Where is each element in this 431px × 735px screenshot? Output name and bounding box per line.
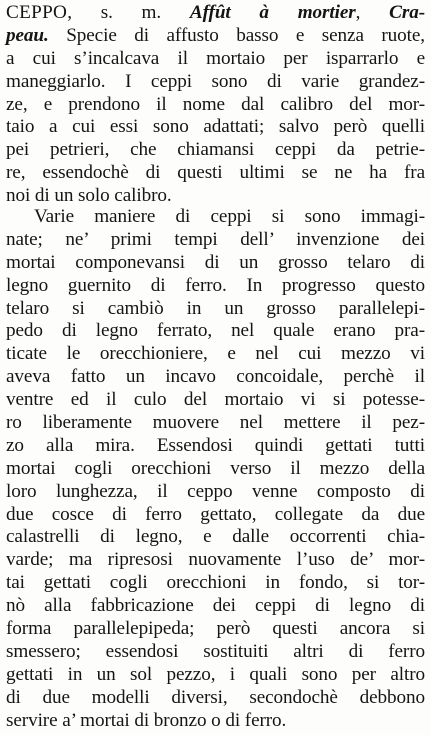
text-line: mortai componevansi di un grosso telaro di (6, 251, 425, 273)
text-line: forma parallelepipeda; però questi ancora si (6, 618, 425, 640)
text-line: pedo di legno ferrato, nel quale erano pra- (6, 320, 425, 342)
text-line: nate; ne’ primi tempi dell’ invenzione dei (6, 228, 425, 250)
text-line: re, essendochè di questi ultimi se ne ha fra (6, 162, 425, 184)
text-line: smessero; essendosi sostituiti altri di ferro (6, 640, 425, 662)
text-line: gettati in un sol pezzo, i quali sono per altro (6, 663, 425, 685)
text-line: varde; ma ripresosi nuovamente l’uso de’ mor- (6, 549, 425, 571)
text-line: zo alla mira. Essendosi quindi gettati tutti (6, 434, 425, 456)
text-line: Varie maniere di ceppi si sono immagi- (34, 206, 425, 227)
text-line: noi di un solo calibro. (6, 185, 172, 207)
text-line: pei petrieri, che chiamansi ceppi da petrie- (6, 139, 425, 161)
entry-first-line (6, 2, 425, 25)
text-line: ventre ed il culo del mortaio vi si potesse- (6, 389, 425, 411)
entry-french-term-1: Affût à mortier (189, 2, 356, 23)
entry-separator: , (355, 2, 390, 23)
text-line: legno guernito di ferro. In progresso questo (6, 274, 425, 296)
text-line: aveva fatto un incavo concoidale, perchè il (6, 366, 425, 388)
text-line: servire a’ mortai di bronzo o di ferro. (6, 709, 287, 731)
text-line: tai gettati cogli orecchioni in fondo, si tor- (6, 572, 425, 594)
text-line: due cosce di ferro gettato, collegate da due (6, 503, 425, 525)
entry-second-line (6, 25, 425, 48)
paragraph-ceppo-definition (6, 2, 425, 208)
text-line: a cui s’incalcava il mortaio per isparrarlo e (6, 47, 425, 69)
text-line: ticate le orecchioniere, e nel cui mezzo vi (6, 343, 425, 365)
entry-grammar: , s. m. (67, 2, 162, 23)
text-line: di due modelli diversi, secondochè debbono (6, 686, 425, 708)
text-line: mortai cogli orecchioni verso il mezzo della (6, 457, 425, 479)
text-line: loro lunghezza, il ceppo venne composto di (6, 480, 425, 502)
text-line: maneggiarlo. I ceppi sono di varie grandez- (6, 70, 425, 92)
entry-headword: CEPPO (6, 2, 68, 23)
entry-french-term-3: peau. (6, 24, 49, 46)
entry-french-term-2: Cra- (389, 2, 425, 23)
entry-definition-start: Specie di affusto basso e senza ruote, (48, 24, 425, 46)
text-line: calastrelli di legno, e dalle occorrenti chia- (6, 526, 425, 548)
paragraph-ceppo-history (6, 206, 425, 732)
text-line: ro liberamente muovere nel mettere il pez- (6, 412, 425, 434)
text-line: nò alla fabbricazione dei ceppi di legno di (6, 595, 425, 617)
text-line: telaro si cambiò in un grosso parallelepi- (6, 297, 425, 319)
text-line: taio a cui essi sono adattati; salvo però quelli (6, 116, 425, 138)
text-line: ze, e prendono il nome dal calibro del mor- (6, 93, 425, 115)
